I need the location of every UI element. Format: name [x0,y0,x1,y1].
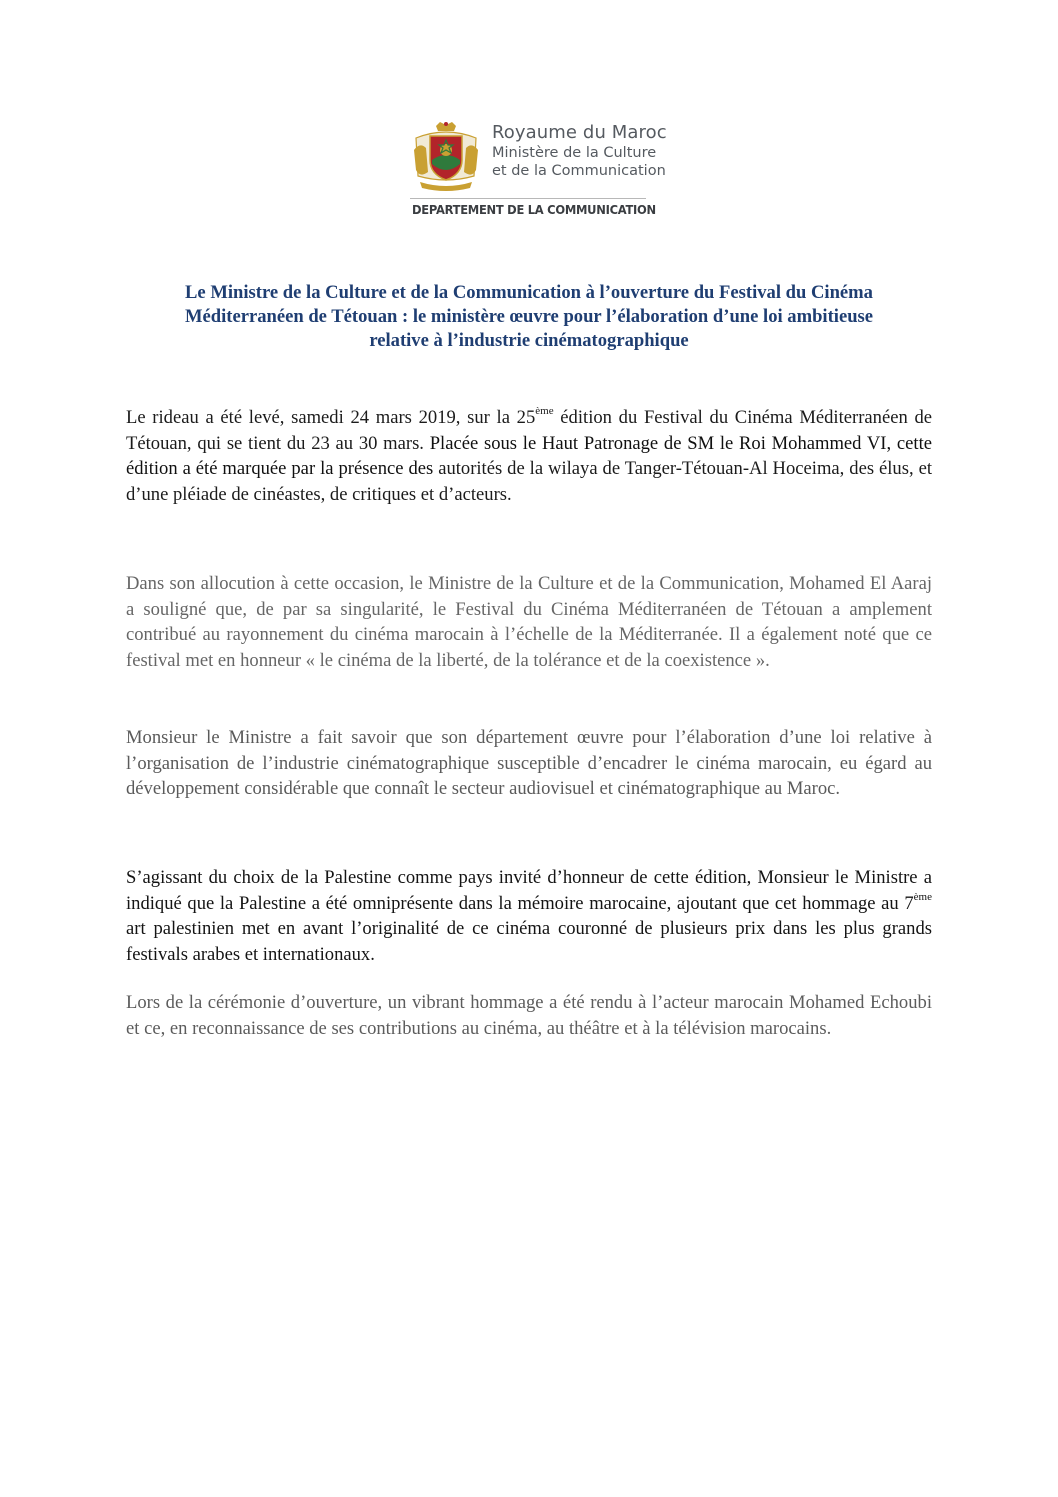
ministry-name [492,122,667,180]
p1-text-a: Le rideau a été levé, samedi 24 mars 2019, sur la 25 [126,407,536,428]
press-release-title [118,281,940,353]
paragraph-tribute: Lors de la cérémonie d’ouverture, un vibrant hommage a été rendu à l’acteur marocain Mohamed Echoubi et ce, en reconnaissance de ses contributions au cinéma, au théâtre et à la télévision marocains. [126,992,932,1039]
kingdom-label: Royaume du Maroc [492,122,667,143]
paragraph-minister-speech: Dans son allocution à cette occasion, le Ministre de la Culture et de la Communication, Mohamed El Aaraj a souligné que, de par sa singularité, le Festival du Cinéma Méditerranéen de Tétouan a amplement contribué au rayonnement du cinéma marocain à l’échelle de la Méditerranée. Il a également noté que ce festival met en honneur « le cinéma de la liberté, de la tolérance et de la coexistence ». [126,573,932,671]
ministry-label-line-2: et de la Communication [492,163,666,179]
p1-text-b: édition du Festival du Cinéma Méditerranéen de Tétouan, qui se tient du 23 au 30 mars. [126,407,932,454]
p1-text-c: Placée sous le Haut Patronage de SM le Roi Mohammed VI, cette édition a été marquée par la présence des [126,432,932,480]
header-divider [410,198,646,199]
paragraph-palestine-guest [126,865,932,967]
ministry-label-line-1: Ministère de la Culture [492,145,657,161]
paragraph-cinema-law: Monsieur le Ministre a fait savoir que son département œuvre pour l’élaboration d’une loi relative à l’organisation de l’industrie cinématographique susceptible d’encadrer le cinéma marocain, eu égard au développement considérable que connaît le secteur audiovisuel et cinématographique au Maroc. [126,727,932,800]
ministry-letterhead [410,118,667,223]
title-line-1: Le Ministre de la Culture et de la Communication à l’ouverture du Festival du Cinéma [185,282,873,303]
paragraph-festival-opening [126,405,932,507]
p4-text-b: art palestinien met en avant l’originalité de ce cinéma couronné de plusieurs prix dans les plus grands festivals arabes et internationaux. [126,918,932,965]
p1-ordinal-suffix: ème [535,405,554,417]
p4-ordinal-suffix: ème [913,890,932,903]
p1-text-d: autorités de la wilaya de Tanger-Tétouan-Al Hoceima, des élus, et d’une pléiade de cinéastes, de critiques et d’acteurs. [126,458,932,505]
p4-text-a: S’agissant du choix de la Palestine comme pays invité d’honneur de cette édition, Monsieur le Ministre a indiqué que la Palestine a été omniprésente dans la mémoire marocaine, ajoutant que cet hommage au 7 [126,867,932,914]
department-label: DEPARTEMENT DE LA COMMUNICATION [412,202,656,217]
title-line-3: relative à l’industrie cinématographique [369,330,689,351]
coat-of-arms-emblem-icon [410,120,482,192]
title-line-2: Méditerranéen de Tétouan : le ministère œuvre pour l’élaboration d’une loi ambitieuse [184,306,874,327]
